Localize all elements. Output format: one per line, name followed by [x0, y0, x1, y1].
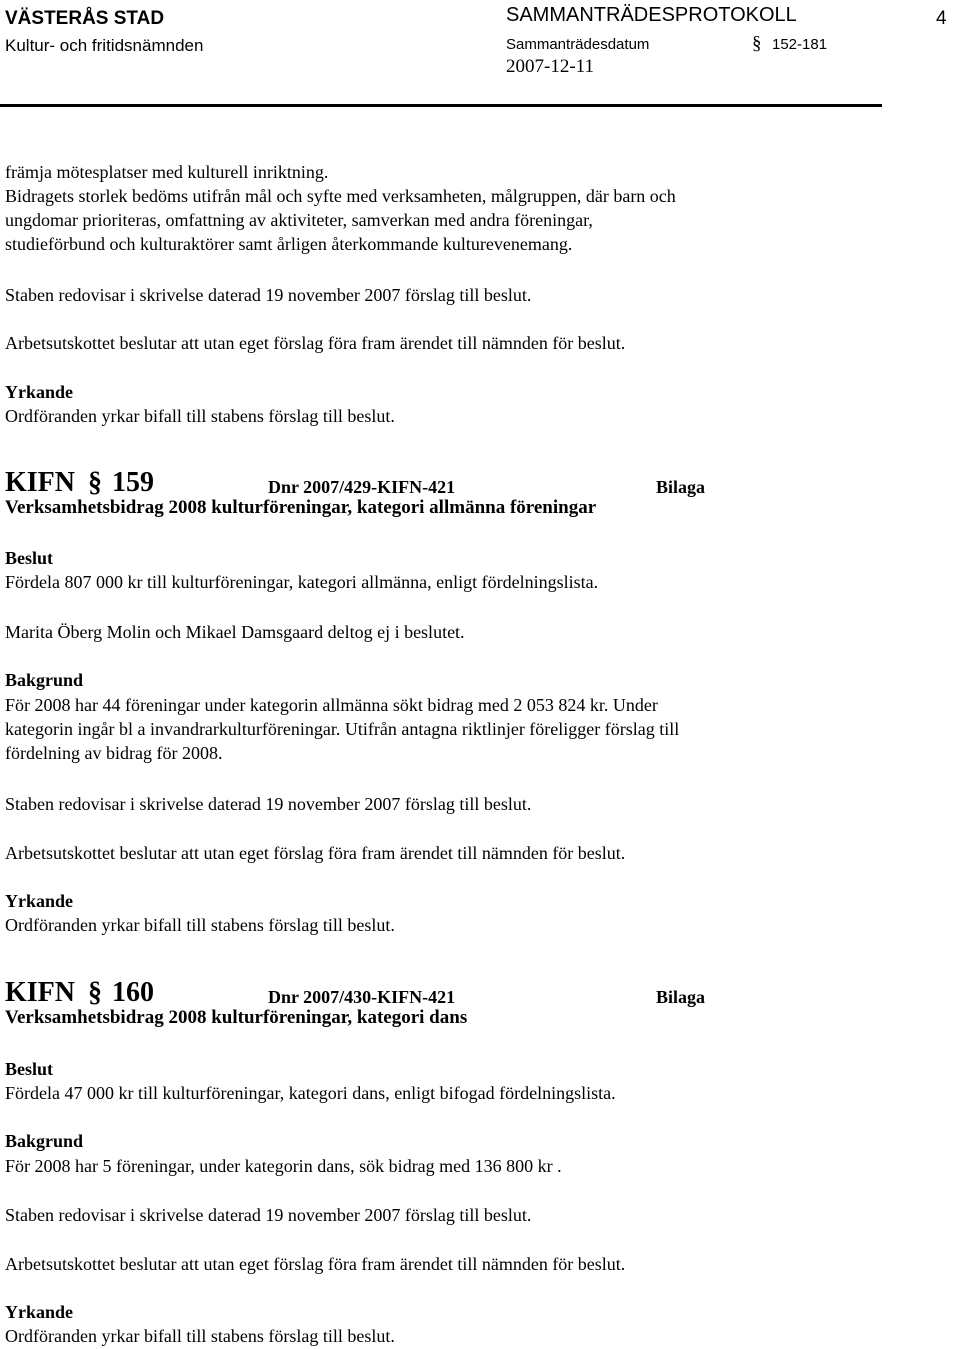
committee-name: Kultur- och fritidsnämnden	[5, 36, 204, 55]
arbetsutskottet-text: Arbetsutskottet beslutar att utan eget förslag föra fram ärendet till nämnden för beslut.	[5, 333, 626, 353]
section-sign: §	[88, 467, 102, 498]
yrkande-heading: Yrkande	[5, 382, 74, 402]
section-title: Verksamhetsbidrag 2008 kulturföreningar, kategori dans	[5, 1007, 468, 1028]
header-divider	[0, 104, 882, 107]
page-number: 4	[936, 8, 947, 29]
arbetsutskottet-text: Arbetsutskottet beslutar att utan eget förslag föra fram ärendet till nämnden för beslut.	[5, 843, 626, 863]
section-sign: §	[88, 977, 102, 1008]
beslut-text: Fördela 807 000 kr till kulturföreningar, kategori allmänna, enligt fördelningslista.	[5, 572, 599, 592]
section-code: KIFN	[5, 467, 75, 498]
bakgrund-line: För 2008 har 5 föreningar, under kategorin dans, sök bidrag med 136 800 kr .	[5, 1156, 562, 1176]
city-name: VÄSTERÅS STAD	[5, 8, 165, 29]
section-code: KIFN	[5, 977, 75, 1008]
staben-text: Staben redovisar i skrivelse daterad 19 november 2007 förslag till beslut.	[5, 285, 532, 305]
section-number: 159	[112, 467, 154, 498]
beslut-text: Fördela 47 000 kr till kulturföreningar, kategori dans, enligt bifogad fördelningslista.	[5, 1083, 616, 1103]
intro-line: Bidragets storlek bedöms utifrån mål och syfte med verksamheten, målgruppen, där barn och	[5, 186, 676, 206]
bakgrund-line: fördelning av bidrag för 2008.	[5, 743, 223, 763]
diary-number: Dnr 2007/429-KIFN-421	[268, 477, 456, 497]
bakgrund-line: För 2008 har 44 föreningar under kategorin allmänna sökt bidrag med 2 053 824 kr. Under	[5, 695, 658, 715]
bakgrund-line: kategorin ingår bl a invandrarkulturföreningar. Utifrån antagna riktlinjer föreligger förslag till	[5, 719, 680, 739]
staben-text: Staben redovisar i skrivelse daterad 19 november 2007 förslag till beslut.	[5, 1205, 532, 1225]
attachment-label: Bilaga	[656, 987, 706, 1007]
attachment-label: Bilaga	[656, 477, 706, 497]
bakgrund-heading: Bakgrund	[5, 1131, 84, 1151]
section-note: Marita Öberg Molin och Mikael Damsgaard deltog ej i beslutet.	[5, 622, 465, 642]
intro-line: främja mötesplatser med kulturell inriktning.	[5, 162, 329, 182]
section-number: 160	[112, 977, 154, 1008]
meeting-date: 2007-12-11	[506, 56, 594, 77]
bakgrund-heading: Bakgrund	[5, 670, 84, 690]
arbetsutskottet-text: Arbetsutskottet beslutar att utan eget förslag föra fram ärendet till nämnden för beslut.	[5, 1254, 626, 1274]
section-title: Verksamhetsbidrag 2008 kulturföreningar, kategori allmänna föreningar	[5, 497, 597, 518]
meeting-date-label: Sammanträdesdatum	[506, 36, 650, 53]
yrkande-text: Ordföranden yrkar bifall till stabens förslag till beslut.	[5, 1326, 395, 1346]
paragraph-sign: §	[752, 33, 762, 54]
yrkande-text: Ordföranden yrkar bifall till stabens förslag till beslut.	[5, 406, 395, 426]
yrkande-text: Ordföranden yrkar bifall till stabens förslag till beslut.	[5, 915, 395, 935]
beslut-heading: Beslut	[5, 1059, 54, 1079]
staben-text: Staben redovisar i skrivelse daterad 19 november 2007 förslag till beslut.	[5, 794, 532, 814]
intro-line: ungdomar prioriteras, omfattning av aktiviteter, samverkan med andra föreningar,	[5, 210, 593, 230]
paragraph-range: 152-181	[772, 36, 828, 53]
document-type: SAMMANTRÄDESPROTOKOLL	[506, 4, 797, 26]
yrkande-heading: Yrkande	[5, 1302, 74, 1322]
yrkande-heading: Yrkande	[5, 891, 74, 911]
diary-number: Dnr 2007/430-KIFN-421	[268, 987, 456, 1007]
beslut-heading: Beslut	[5, 548, 54, 568]
intro-line: studieförbund och kulturaktörer samt årligen återkommande kulturevenemang.	[5, 234, 573, 254]
